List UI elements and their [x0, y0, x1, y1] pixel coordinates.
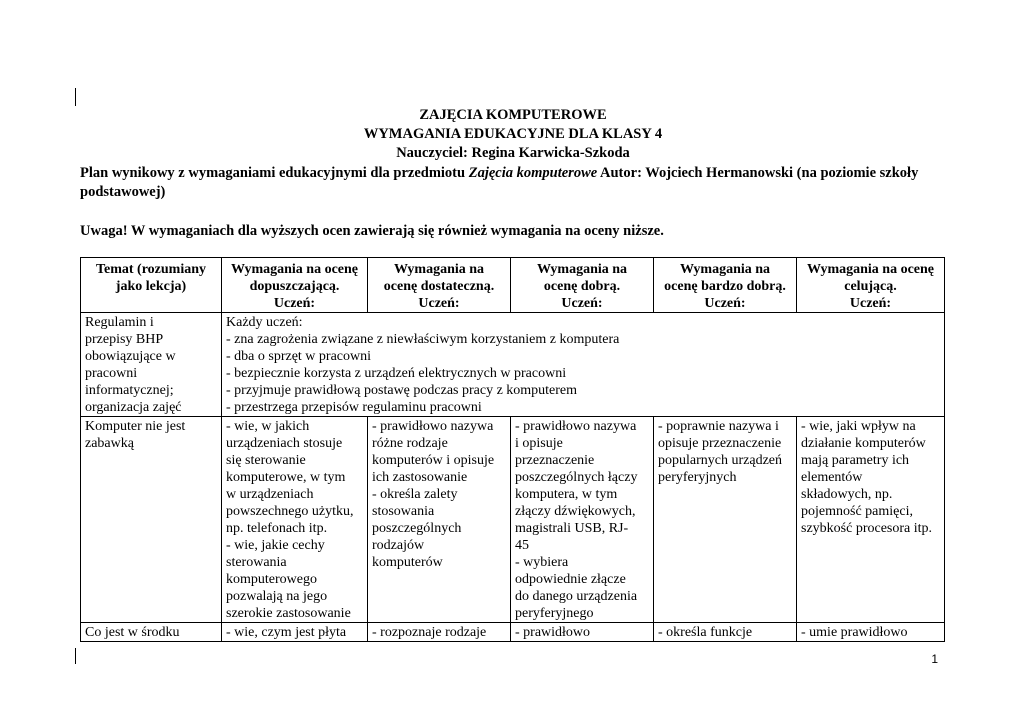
heading-requirements: WYMAGANIA EDUKACYJNE DLA KLASY 4 — [363, 126, 663, 142]
plan-prefix: Plan wynikowy z wymaganiami edukacyjnymi dla przedmiotu — [80, 165, 469, 181]
row2-topic: Komputer nie jest zabawką — [81, 417, 222, 623]
row3-grade-6: - umie prawidłowo — [797, 623, 945, 642]
margin-mark-top — [75, 88, 76, 106]
page-number: 1 — [931, 652, 938, 666]
row3-grade-2: - wie, czym jest płyta — [222, 623, 368, 642]
heading-subject: ZAJĘCIA KOMPUTEROWE — [419, 107, 607, 123]
header-grade-3: Wymagania na ocenę dostateczną. Uczeń: — [368, 258, 511, 313]
row2-grade-3: - prawidłowo nazywa różne rodzaje komputerów i opisuje ich zastosowanie - określa zalety stosowania poszczególnych rodzajów komputerów — [368, 417, 511, 623]
plan-subject: Zajęcia komputerowe — [468, 165, 598, 181]
row3-grade-3: - rozpoznaje rodzaje — [368, 623, 511, 642]
row3-topic: Co jest w środku — [81, 623, 222, 642]
header-grade-6: Wymagania na ocenę celującą. Uczeń: — [797, 258, 945, 313]
plan-description — [80, 164, 946, 202]
table-row — [81, 623, 945, 642]
note-text: Uwaga! W wymaganiach dla wyższych ocen zawierają się również wymagania na oceny niższe. — [80, 223, 664, 239]
header-topic: Temat (rozumiany jako lekcja) — [81, 258, 222, 313]
margin-mark-bottom — [75, 648, 76, 664]
row2-grade-4: - prawidłowo nazywa i opisuje przeznaczenie poszczególnych łączy komputera, w tym złączy dźwiękowych, magistrali USB, RJ- 45 - wybiera odpowiednie złącze do danego urządzenia peryferyjnego — [511, 417, 654, 623]
header-grade-5: Wymagania na ocenę bardzo dobrą. Uczeń: — [654, 258, 797, 313]
plan-suffix: Autor: Wojciech Hermanowski (na poziomie szkoły podstawowej) — [80, 165, 919, 200]
header-grade-2: Wymagania na ocenę dopuszczającą. Uczeń: — [222, 258, 368, 313]
row2-grade-6: - wie, jaki wpływ na działanie komputerów mają parametry ich elementów składowych, np. pojemność pamięci, szybkość procesora itp. — [797, 417, 945, 623]
row3-grade-5: - określa funkcje — [654, 623, 797, 642]
table-row — [81, 417, 945, 623]
requirements-table — [80, 257, 945, 642]
row2-grade-2: - wie, w jakich urządzeniach stosuje się sterowanie komputerowe, w tym w urządzeniach powszechnego użytku, np. telefonach itp. - wie, jakie cechy sterowania komputerowego pozwalają na jego szerokie zastosowanie — [222, 417, 368, 623]
header-grade-4: Wymagania na ocenę dobrą. Uczeń: — [511, 258, 654, 313]
row3-grade-4: - prawidłowo — [511, 623, 654, 642]
row1-requirements: Każdy uczeń: - zna zagrożenia związane z niewłaściwym korzystaniem z komputera - dba o sprzęt w pracowni - bezpiecznie korzysta z urządzeń elektrycznych w pracowni - przyjmuje prawidłową postawę podczas pracy z komputerem - przestrzega przepisów regulaminu pracowni — [222, 313, 945, 417]
table-row — [81, 313, 945, 417]
document-heading — [80, 106, 946, 163]
heading-teacher: Nauczyciel: Regina Karwicka-Szkoda — [396, 145, 630, 161]
row1-topic: Regulamin i przepisy BHP obowiązujące w pracowni informatycznej; organizacja zajęć — [81, 313, 222, 417]
table-header-row — [81, 258, 945, 313]
row2-grade-5: - poprawnie nazywa i opisuje przeznaczenie popularnych urządzeń peryferyjnych — [654, 417, 797, 623]
